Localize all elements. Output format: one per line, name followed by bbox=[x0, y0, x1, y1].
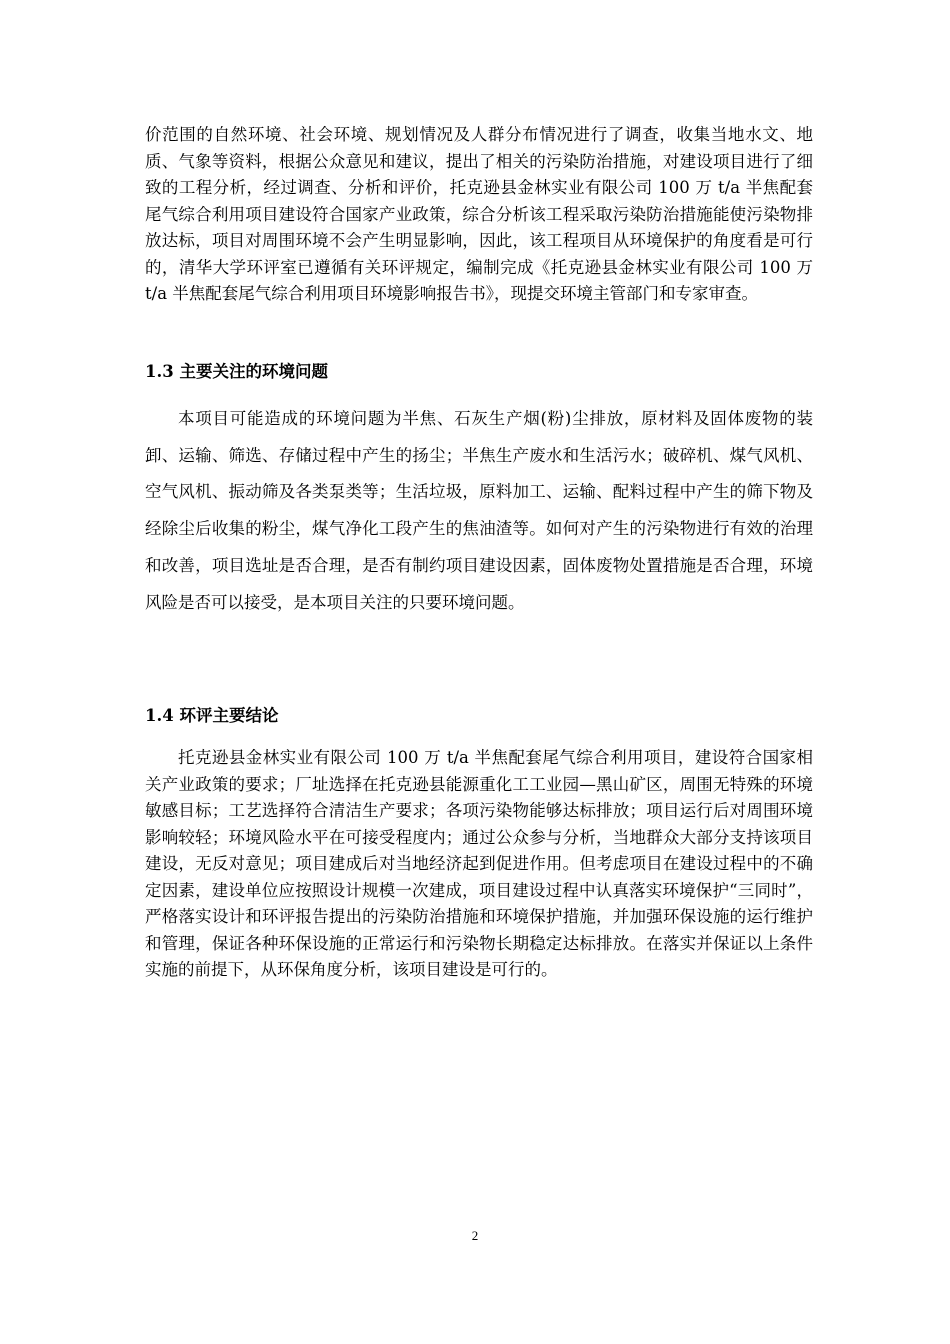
section-body-1-4: 托克逊县金林实业有限公司 100 万 t/a 半焦配套尾气综合利用项目，建设符合国家相关产业政策的要求；厂址选择在托克逊县能源重化工工业园—黑山矿区，周围无特殊的环境敏感目标；工艺选择符合清洁生产要求；各项污染物能够达标排放；项目运行后对周围环境影响较轻；环境风险水平在可接受程度内；通过公众参与分析，当地群众大部分支持该项目建设，无反对意见；项目建成后对当地经济起到促进作用。但考虑项目在建设过程中的不确定因素，建设单位应按照设计规模一次建成，项目建设过程中认真落实环境保护“三同时”，严格落实设计和环评报告提出的污染防治措施和环境保护措施，并加强环保设施的运行维护和管理，保证各种环保设施的正常运行和污染物长期稳定达标排放。在落实并保证以上条件实施的前提下，从环保角度分析，该项目建设是可行的。 bbox=[145, 748, 813, 979]
page-number: 2 bbox=[471, 1228, 479, 1243]
section-heading-1-3: 1.3 主要关注的环境问题 bbox=[145, 362, 328, 381]
paragraph-intro-continued: 价范围的自然环境、社会环境、规划情况及人群分布情况进行了调查，收集当地水文、地质、气象等资料，根据公众意见和建议，提出了相关的污染防治措施，对建设项目进行了细致的工程分析，经过调查、分析和评价，托克逊县金林实业有限公司 100 万 t/a 半焦配套尾气综合利用项目建设符合国家产业政策，综合分析该工程采取污染防治措施能使污染物排放达标，项目对周围环境不会产生明显影响，因此，该工程项目从环境保护的角度看是可行的，清华大学环评室已遵循有关环评规定，编制完成《托克逊县金林实业有限公司 100 万 t/a 半焦配套尾气综合利用项目环境影响报告书》，现提交环境主管部门和专家审查。 bbox=[145, 125, 813, 303]
section-body-1-3: 本项目可能造成的环境问题为半焦、石灰生产烟(粉)尘排放，原材料及固体废物的装卸、运输、筛选、存储过程中产生的扬尘；半焦生产废水和生活污水；破碎机、煤气风机、空气风机、振动筛及各类泵类等；生活垃圾，原料加工、运输、配料过程中产生的筛下物及经除尘后收集的粉尘，煤气净化工段产生的焦油渣等。如何对产生的污染物进行有效的治理和改善，项目选址是否合理，是否有制约项目建设因素，固体废物处置措施是否合理，环境风险是否可以接受，是本项目关注的只要环境问题。 bbox=[145, 409, 813, 612]
section-heading-1-4: 1.4 环评主要结论 bbox=[145, 706, 279, 725]
